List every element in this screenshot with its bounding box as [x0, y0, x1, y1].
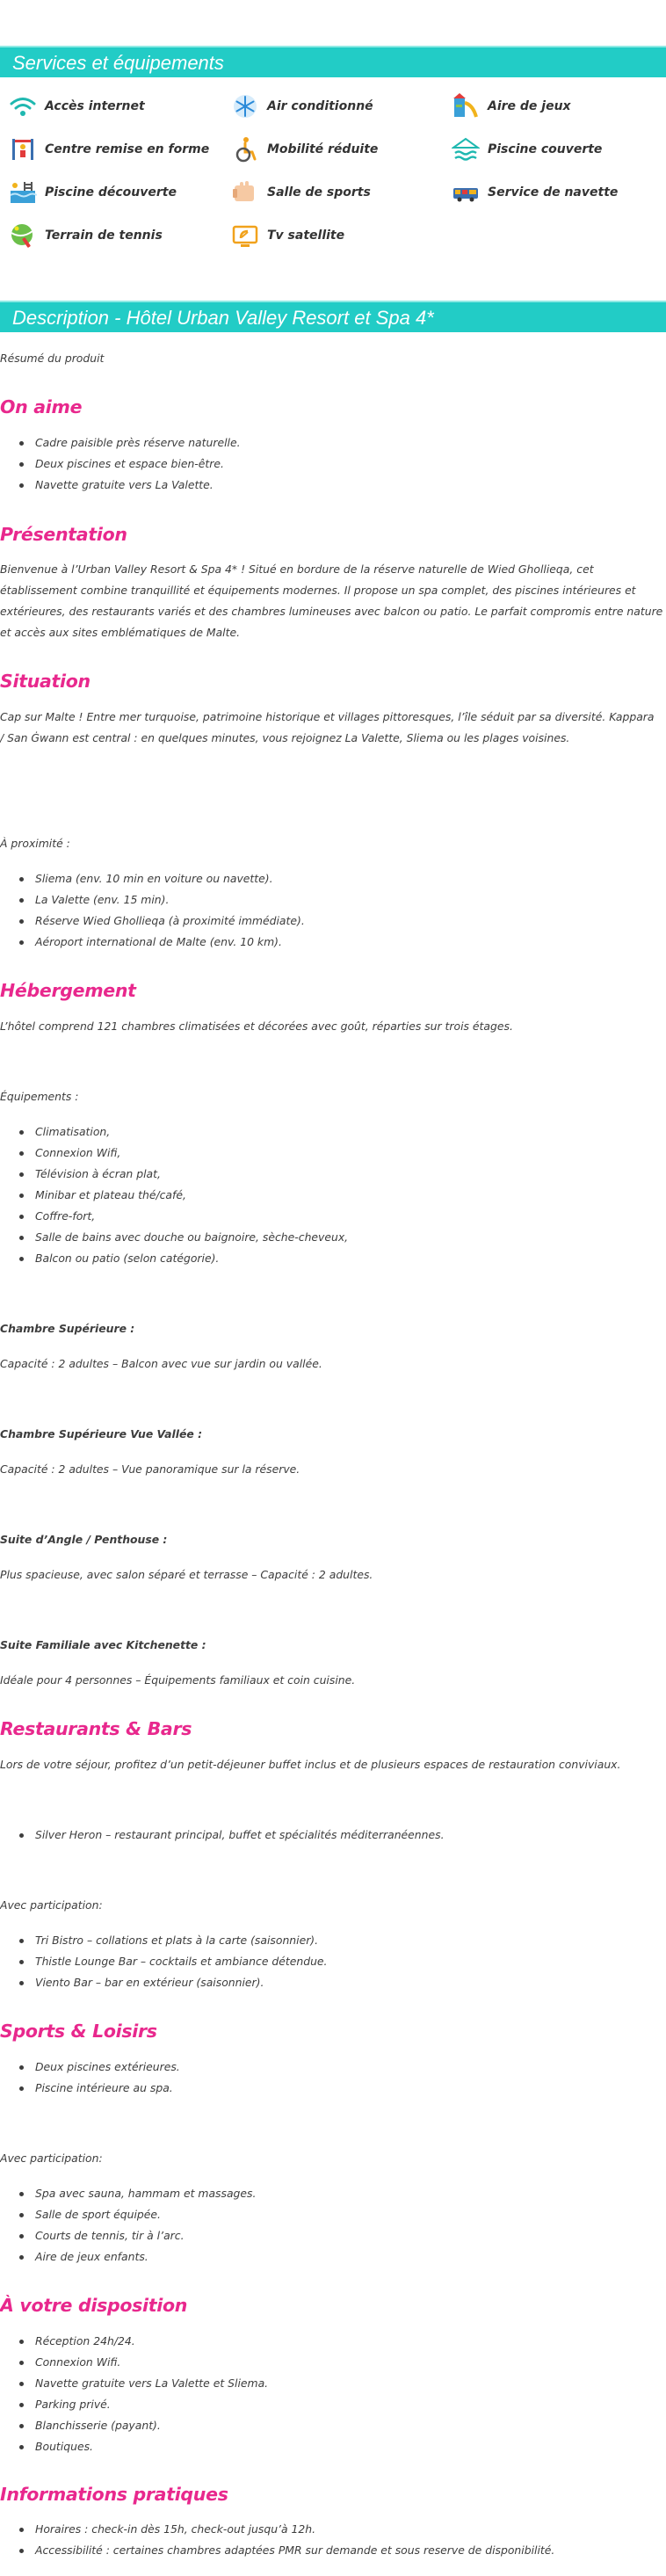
list-item: Navette gratuite vers La Valette et Sliema. [0, 2373, 650, 2394]
service-item-reduced-mobility [231, 135, 378, 163]
situation-line: Cap sur Malte ! Entre mer turquoise, patrimoine historique et villages pittoresques, l’île séduit par sa diversité. Kappara [0, 710, 655, 723]
product-summary: Résumé du produit [0, 352, 105, 365]
fitness-icon [9, 135, 37, 163]
restaurants-included-list [0, 1825, 650, 1846]
service-label: Terrain de tennis [45, 229, 163, 243]
outdoor-pool-icon [9, 178, 37, 207]
avec-participation-label: Avec participation: [0, 1898, 103, 1912]
room-description: Idéale pour 4 personnes – Équipements familiaux et coin cuisine. [0, 1673, 356, 1687]
list-item: Boutiques. [0, 2436, 650, 2457]
service-item-satellite-tv [231, 221, 344, 250]
shuttle-icon [452, 178, 480, 207]
list-item: Réception 24h/24. [0, 2331, 650, 2352]
section-title-situation: Situation [0, 671, 90, 692]
list-item: Salle de bains avec douche ou baignoire, sèche-cheveux, [0, 1227, 650, 1248]
service-item-internet [9, 92, 145, 120]
avec-participation-label: Avec participation: [0, 2152, 103, 2165]
service-label: Tv satellite [267, 229, 345, 243]
section-title-restaurants: Restaurants & Bars [0, 1718, 192, 1739]
service-item-playground [452, 92, 571, 120]
list-item: Navette gratuite vers La Valette. [0, 475, 650, 496]
section-title-infos: Informations pratiques [0, 2484, 228, 2505]
on-aime-list [0, 432, 650, 496]
list-item: Cadre paisible près réserve naturelle. [0, 432, 650, 454]
list-item: Courts de tennis, tir à l’arc. [0, 2225, 650, 2246]
list-item: Minibar et plateau thé/café, [0, 1185, 650, 1206]
section-title-on-aime: On aime [0, 396, 83, 417]
list-item: Horaires : check-in dès 15h, check-out jusqu’à 12h. [0, 2519, 650, 2540]
room-name: Chambre Supérieure Vue Vallée : [0, 1427, 203, 1440]
service-label: Salle de sports [267, 185, 371, 200]
gym-icon [231, 178, 259, 207]
list-item: Silver Heron – restaurant principal, buffet et spécialités méditerranéennes. [0, 1825, 650, 1846]
section-title-presentation: Présentation [0, 524, 127, 545]
section-title-disposition: À votre disposition [0, 2295, 188, 2316]
service-item-outdoor-pool [9, 178, 177, 207]
section-title-hebergement: Hébergement [0, 980, 136, 1001]
restaurants-intro: Lors de votre séjour, profitez d’un petit-déjeuner buffet inclus et de plusieurs espaces de restauration conviviaux. [0, 1758, 621, 1771]
snowflake-icon [231, 92, 259, 120]
indoor-pool-icon [452, 135, 480, 163]
situation-line: / San Ġwann est central : en quelques minutes, vous rejoignez La Valette, Sliema ou les plages voisines. [0, 731, 570, 744]
list-item: Parking privé. [0, 2394, 650, 2415]
proximity-label: À proximité : [0, 837, 70, 850]
description-header: Description - Hôtel Urban Valley Resort et Spa 4* [0, 301, 666, 332]
list-item: Blanchisserie (payant). [0, 2415, 650, 2436]
service-item-gym [231, 178, 371, 207]
room-description: Plus spacieuse, avec salon séparé et terrasse – Capacité : 2 adultes. [0, 1568, 373, 1581]
wheelchair-icon [231, 135, 259, 163]
service-item-air-conditioning [231, 92, 373, 120]
list-item: Viento Bar – bar en extérieur (saisonnier). [0, 1972, 650, 1993]
service-label: Piscine découverte [45, 185, 177, 200]
service-item-indoor-pool [452, 135, 602, 163]
wifi-icon [9, 92, 37, 120]
equipements-list [0, 1121, 650, 1269]
room-description: Capacité : 2 adultes – Vue panoramique sur la réserve. [0, 1462, 300, 1476]
service-label: Air conditionné [267, 99, 373, 113]
list-item: Coffre-fort, [0, 1206, 650, 1227]
service-item-fitness [9, 135, 209, 163]
infos-list [0, 2519, 650, 2561]
room-name: Suite d’Angle / Penthouse : [0, 1533, 168, 1546]
list-item: Connexion Wifi, [0, 1143, 650, 1164]
list-item: Salle de sport équipée. [0, 2204, 650, 2225]
list-item: Piscine intérieure au spa. [0, 2078, 650, 2099]
service-label: Aire de jeux [488, 99, 571, 113]
service-label: Accès internet [45, 99, 145, 113]
list-item: Deux piscines extérieures. [0, 2057, 650, 2078]
playground-icon [452, 92, 480, 120]
equipements-label: Équipements : [0, 1090, 79, 1103]
list-item: Thistle Lounge Bar – cocktails et ambiance détendue. [0, 1951, 650, 1972]
disposition-list [0, 2331, 650, 2457]
services-header: Services et équipements [0, 46, 666, 77]
restaurants-paid-list [0, 1930, 650, 1993]
service-label: Mobilité réduite [267, 142, 379, 156]
list-item: Deux piscines et espace bien-être. [0, 454, 650, 475]
list-item: Aéroport international de Malte (env. 10 km). [0, 932, 650, 953]
presentation-line: Bienvenue à l’Urban Valley Resort & Spa 4* ! Situé en bordure de la réserve naturelle de Wied Ghollieqa, cet [0, 562, 594, 576]
presentation-line: établissement combine tranquillité et équipements modernes. Il propose un spa complet, des piscines intérieures et [0, 584, 636, 597]
list-item: Spa avec sauna, hammam et massages. [0, 2183, 650, 2204]
presentation-line: extérieures, des restaurants variés et des chambres lumineuses avec balcon ou patio. Le parfait compromis entre nature [0, 605, 663, 618]
list-item: Aire de jeux enfants. [0, 2246, 650, 2268]
tennis-icon [9, 221, 37, 250]
list-item: La Valette (env. 15 min). [0, 889, 650, 911]
service-item-tennis [9, 221, 163, 250]
service-label: Piscine couverte [488, 142, 603, 156]
list-item: Sliema (env. 10 min en voiture ou navette). [0, 868, 650, 889]
proximity-list [0, 868, 650, 953]
room-description: Capacité : 2 adultes – Balcon avec vue sur jardin ou vallée. [0, 1357, 322, 1370]
list-item: Accessibilité : certaines chambres adaptées PMR sur demande et sous reserve de disponibilité. [0, 2540, 650, 2561]
list-item: Connexion Wifi. [0, 2352, 650, 2373]
presentation-line: et accès aux sites emblématiques de Malte. [0, 626, 241, 639]
service-item-shuttle [452, 178, 618, 207]
list-item: Balcon ou patio (selon catégorie). [0, 1248, 650, 1269]
service-label: Centre remise en forme [45, 142, 210, 156]
list-item: Climatisation, [0, 1121, 650, 1143]
list-item: Réserve Wied Ghollieqa (à proximité immédiate). [0, 911, 650, 932]
list-item: Tri Bistro – collations et plats à la carte (saisonnier). [0, 1930, 650, 1951]
room-name: Chambre Supérieure : [0, 1322, 135, 1335]
room-name: Suite Familiale avec Kitchenette : [0, 1638, 206, 1651]
sports-paid-list [0, 2183, 650, 2268]
satellite-tv-icon [231, 221, 259, 250]
section-title-sports: Sports & Loisirs [0, 2021, 157, 2042]
service-label: Service de navette [488, 185, 619, 200]
list-item: Télévision à écran plat, [0, 1164, 650, 1185]
hebergement-intro: L’hôtel comprend 121 chambres climatisées et décorées avec goût, réparties sur trois étages. [0, 1020, 513, 1033]
sports-free-list [0, 2057, 650, 2099]
